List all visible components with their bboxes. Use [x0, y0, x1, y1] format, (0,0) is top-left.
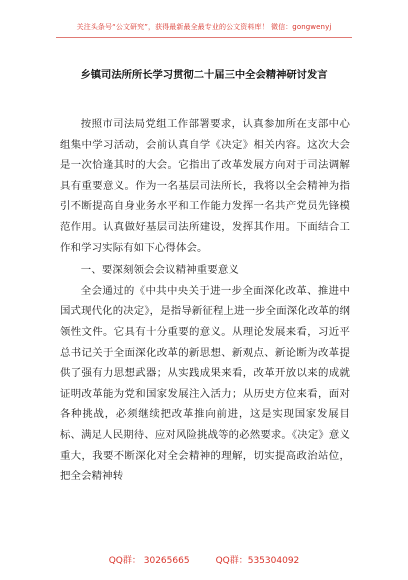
paragraph-intro: 按照市司法局党组工作部署要求，认真参加所在支部中心组集中学习活动，会前认真自学《决定》相关内容。这次大会是一次恰逢其时的大会。它指出了改革发展方向对于司法调解具有重要意义。作为一名基层司法所长，我将以全会精神为指引不断提高自身业务水平和工作能力发挥一名共产党员先锋模范作用。认真做好基层司法所建设，发挥其作用。下面结合工作和学习实际有如下心得体会。	[60, 118, 350, 254]
section-heading: 一、要深刻领会会议精神重要意义	[80, 264, 239, 277]
paragraph-significance: 全会通过的《中共中央关于进一步全面深化改革、推进中国式现代化的决定》，是指导新征程上进一步全面深化改革的纲领性文件。它具有十分重要的意义。从理论发展来看，习近平总书记关于全面深化改革的新思想、新观点、新论断为改革提供了强有力思想武器；从实践成果来看，改革开放以来的成就证明改革能为党和国家发展注入活力；从历史方位来看，面对各种挑战，必须继续把改革推向前进，这是实现国家发展目标、满足人民期待、应对风险挑战等的必然要求。《决定》意义重大，我要不断深化对全会精神的理解，切实提高政治站位，把全会精神转	[60, 284, 350, 483]
header-notice: 关注头条号“公文研究”，获得最新最全最专业的公文资料库！ 微信：gongwenyj	[76, 23, 332, 31]
document-title: 乡镇司法所所长学习贯彻二十届三中全会精神研讨发言	[80, 69, 328, 81]
header-divider	[56, 37, 352, 38]
footer-qq-group-2: QQ群：535304092	[215, 556, 300, 566]
footer-qq-group-1: QQ群： 30265665	[108, 556, 190, 566]
document-body	[60, 114, 350, 487]
footer-contact	[0, 553, 408, 566]
